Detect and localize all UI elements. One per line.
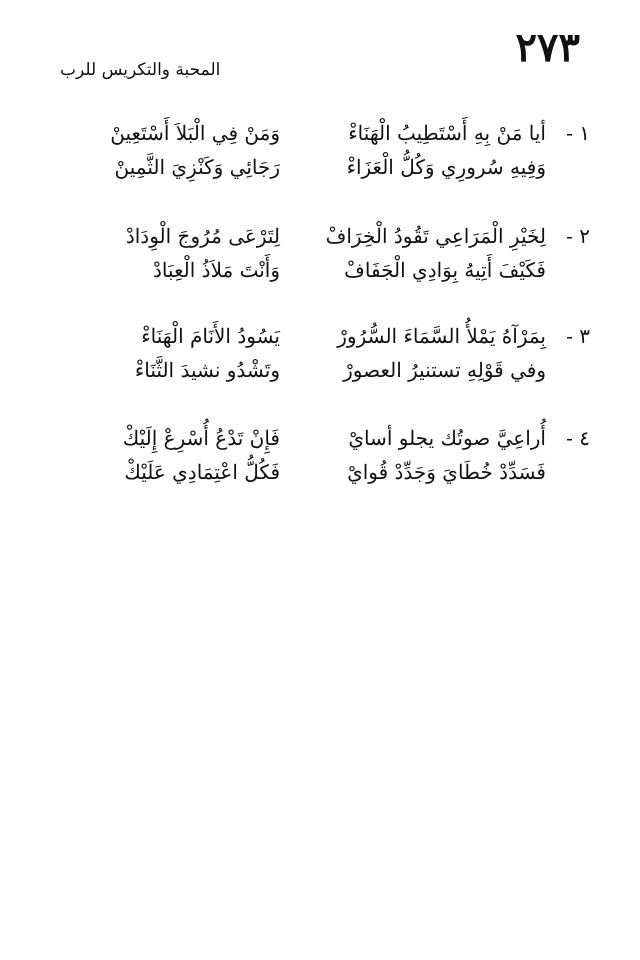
verse-first-half: فَسَدِّدْ خُطَايَ وَجَدِّدْ قُوايْ <box>347 460 546 484</box>
verse-line <box>40 252 546 288</box>
verse-second-half: وَأَنْتَ مَلاَذُ الْعِبَادْ <box>152 258 280 282</box>
verse-first-half: أُراعِيَّ صوتُك يجلو أسايْ <box>348 426 546 450</box>
stanza-number: ٣ - <box>566 324 590 348</box>
verse-line <box>40 318 546 354</box>
verse-second-half: فَكُلُّ اعْتِمَادِي عَلَيْكْ <box>124 460 280 484</box>
running-title: المحبة والتكريس للرب <box>60 60 221 80</box>
verse-first-half: أيا مَنْ بِهِ أَسْتَطِيبُ الْهَنَاءْ <box>348 121 546 145</box>
stanza <box>40 420 590 490</box>
page-number: ٢٧٣ <box>515 24 580 71</box>
stanza-number: ٤ - <box>566 426 590 450</box>
stanza-number: ١ - <box>566 121 590 145</box>
stanza-number: ٢ - <box>566 224 590 248</box>
stanza <box>40 115 590 185</box>
verse-first-half: فَكَيْفَ أَتِيهُ بِوَادِي الْجَفَافْ <box>344 258 546 282</box>
verse-second-half: وَمَنْ فِي الْبَلاَ أَسْتَعِينْ <box>110 121 280 145</box>
verse-line <box>40 218 546 254</box>
stanza <box>40 218 590 288</box>
verse-line <box>40 352 546 388</box>
verse-line <box>40 420 546 456</box>
verse-second-half: يَسُودُ الأَنَامَ الْهَنَاءْ <box>141 324 280 348</box>
verse-first-half: وَفِيهِ سُرورِي وَكُلُّ الْعَزَاءْ <box>346 155 546 179</box>
verse-line <box>40 149 546 185</box>
verse-first-half: وفي قَوْلِهِ تستنيرُ العصورْ <box>343 358 546 382</box>
verse-second-half: رَجَائِي وَكَنْزِيَ الثَّمِينْ <box>114 155 280 179</box>
verse-second-half: وتَشْدُو نشيدَ الثَّنَاءْ <box>134 358 280 382</box>
verse-second-half: لِتَرْعَى مُرُوجَ الْوِدَادْ <box>125 224 280 248</box>
verse-second-half: فَإِنْ تَدْعُ أُسْرِعْ إِلَيْكْ <box>122 426 280 450</box>
verse-first-half: بِمَرْآهُ يَمْلأُ السَّمَاءَ السُّرُورْ <box>337 324 546 348</box>
verse-line <box>40 115 546 151</box>
stanza <box>40 318 590 388</box>
verse-first-half: لِخَيْرِ الْمَرَاعِي تَقُودُ الْخِرَافْ <box>325 224 546 248</box>
verse-line <box>40 454 546 490</box>
